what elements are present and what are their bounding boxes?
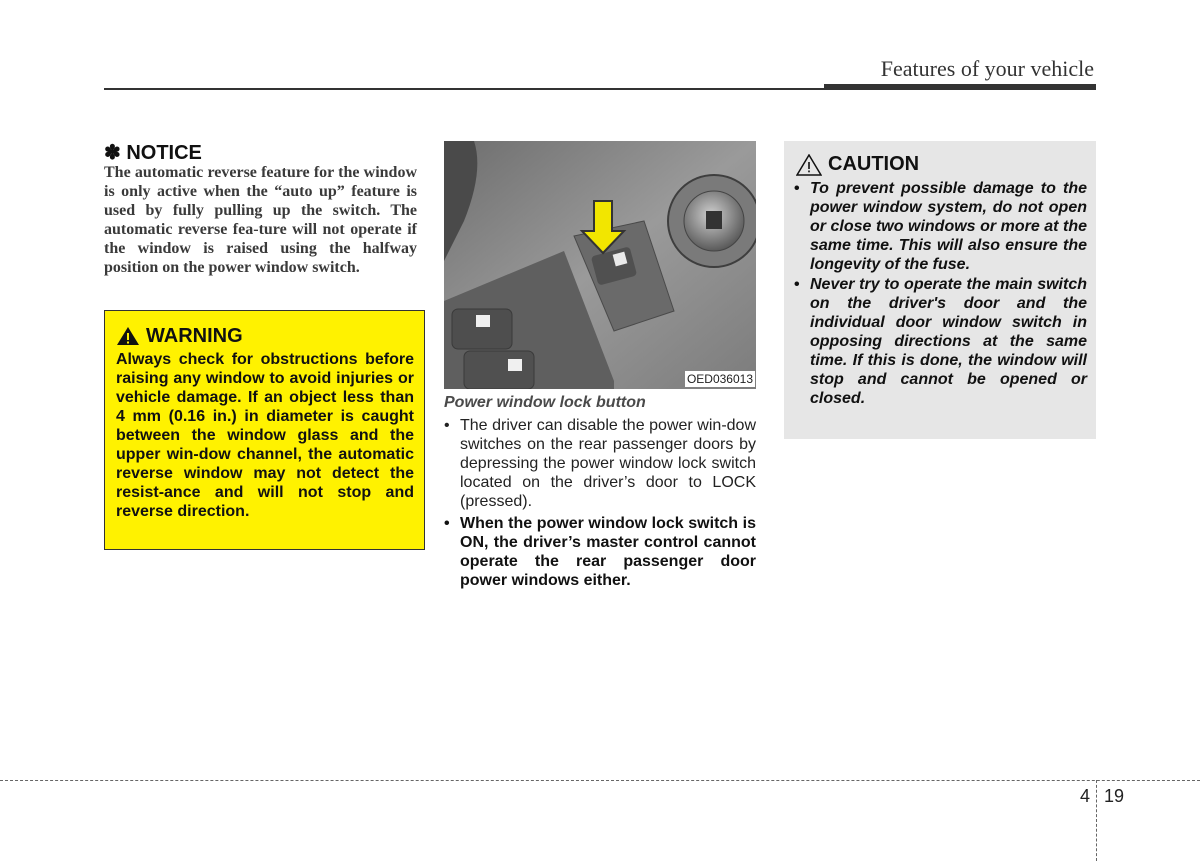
caution-list [794,179,1087,409]
bullet-dot: • [444,515,450,532]
page-number: 19 [1104,786,1125,806]
warning-body: Always check for obstructions before raising any window to avoid injuries or vehicle damage. If an object less than 4 mm (0.16 in.) in diameter is caught between the window glass and the upper win-dow channel, the automatic reverse window may not detect the resist-ance and will not stop and reverse direction. [116,351,414,520]
bullet-dot: • [794,276,800,293]
chapter-number: 4 [1080,786,1091,806]
warning-triangle-icon [116,326,140,346]
warning-heading [116,323,414,349]
list-item [444,514,756,590]
notice-body: The automatic reverse feature for the window is only active when the “auto up” feature is used by fully pulling up the switch. The automatic reverse fea-ture will not operate if the window is raised using the halfway position on the power window switch. [104,164,417,276]
list-item [444,416,756,511]
caution-triangle-icon [796,154,822,176]
caution-box [784,141,1096,439]
bullet-list [444,416,756,593]
notice-title: ✽ NOTICE [104,142,202,164]
header-rule [104,88,826,90]
figure-caption: Power window lock button [444,394,646,411]
footer-rule [0,780,1200,781]
footer-divider [1096,780,1097,861]
figure-code: OED036013 [686,372,753,386]
bullet-text: The driver can disable the power win-dow switches on the rear passenger doors by depressing the power window lock switch located on the driver’s door to LOCK (pressed). [460,417,756,510]
bullet-dot: • [444,417,450,434]
caution-heading [796,153,919,176]
caution-title: CAUTION [828,153,920,175]
switch-panel-illustration [444,141,756,389]
bullet-text: When the power window lock switch is ON, the driver’s master control cannot operate the rear passenger door power windows either. [460,515,756,589]
bullet-dot: • [794,180,800,197]
power-window-switch-photo [444,141,756,389]
list-item [794,179,1087,274]
warning-box [104,310,425,550]
page-header-title: Features of your vehicle [880,56,1094,81]
header-rule-accent [824,84,1096,90]
caution-item-text: Never try to operate the main switch on the driver's door and the individual door window switch in opposing directions at the same time. If this is done, the window will stop and cannot be opened or closed. [810,276,1087,407]
list-item [794,275,1087,408]
caution-item-text: To prevent possible damage to the power window system, do not open or close two windows or more at the same time. This will also ensure the longevity of the fuse. [810,180,1087,273]
warning-title: WARNING [146,324,243,347]
